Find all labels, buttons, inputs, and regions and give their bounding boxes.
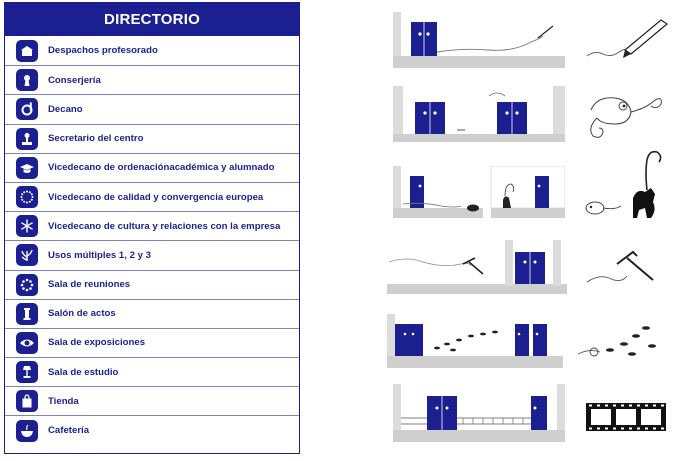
directory-item-label: Conserjería bbox=[48, 74, 101, 86]
directory-item-label: Sala de reuniones bbox=[48, 279, 131, 291]
directory-item-label: Cafetería bbox=[48, 425, 90, 437]
directory-item-cafeteria[interactable] bbox=[5, 415, 299, 444]
directory-item-vicedecano-calidad[interactable] bbox=[5, 182, 299, 211]
column-icon bbox=[16, 303, 38, 325]
directory-item-conserjeria[interactable] bbox=[5, 65, 299, 94]
keyhole-icon bbox=[16, 69, 38, 91]
scene-film-corridor bbox=[393, 384, 565, 442]
directory-item-sala-reuniones[interactable] bbox=[5, 270, 299, 299]
eye-icon bbox=[16, 332, 38, 354]
directory-title: DIRECTORIO bbox=[5, 3, 299, 36]
mouse-cat-sketch bbox=[575, 144, 673, 224]
plant-icon bbox=[16, 244, 38, 266]
directory-item-label: Vicedecano de cultura y relaciones con la empresa bbox=[48, 220, 281, 232]
directory-item-sala-estudio[interactable] bbox=[5, 357, 299, 386]
directory-item-label: Tienda bbox=[48, 395, 79, 407]
directory-item-label: Vicedecano de ordenaciónacadémica y alumnado bbox=[48, 162, 275, 174]
snowflake-icon bbox=[16, 215, 38, 237]
lamp-icon bbox=[16, 361, 38, 383]
scene-chameleon-corridor bbox=[393, 86, 565, 142]
scene-pencil-corridor bbox=[393, 12, 565, 68]
directory-item-despachos[interactable] bbox=[5, 36, 299, 65]
directory-item-label: Decano bbox=[48, 103, 83, 115]
directory-item-label: Vicedecano de calidad y convergencia europea bbox=[48, 191, 264, 203]
directory-item-tienda[interactable] bbox=[5, 386, 299, 415]
stamp-icon bbox=[16, 128, 38, 150]
directory-item-label: Secretario del centro bbox=[48, 133, 144, 145]
office-icon bbox=[16, 40, 38, 62]
pickaxe-sketch bbox=[583, 246, 665, 288]
film-strip-sketch bbox=[585, 402, 667, 432]
circle-dots-icon bbox=[16, 274, 38, 296]
d-letter-icon bbox=[16, 98, 38, 120]
graduation-cap-icon bbox=[16, 157, 38, 179]
eu-stars-icon bbox=[16, 186, 38, 208]
directory-item-label: Sala de exposiciones bbox=[48, 337, 146, 349]
directory-item-secretario[interactable] bbox=[5, 124, 299, 153]
scene-pickaxe-corridor bbox=[387, 240, 567, 294]
directory-item-usos-multiples[interactable] bbox=[5, 240, 299, 269]
directory-item-label: Salón de actos bbox=[48, 308, 116, 320]
directory-item-vicedecano-ordenacion[interactable] bbox=[5, 153, 299, 182]
directory-item-label: Despachos profesorado bbox=[48, 45, 158, 57]
pencil-sketch bbox=[585, 14, 671, 64]
directory-item-salon-actos[interactable] bbox=[5, 299, 299, 328]
chameleon-sketch bbox=[577, 88, 667, 142]
ants-sketch bbox=[576, 320, 666, 366]
directory-list bbox=[5, 36, 299, 445]
directory-item-vicedecano-cultura[interactable] bbox=[5, 211, 299, 240]
scene-mouse-cat-corridor bbox=[393, 166, 565, 218]
directory-item-sala-exposiciones[interactable] bbox=[5, 328, 299, 357]
scene-ants-corridor bbox=[387, 314, 563, 368]
directory-panel bbox=[4, 2, 300, 454]
directory-item-label: Usos múltiples 1, 2 y 3 bbox=[48, 249, 151, 261]
directory-item-label: Sala de estudio bbox=[48, 366, 119, 378]
cup-icon bbox=[16, 420, 38, 442]
directory-item-decano[interactable] bbox=[5, 94, 299, 123]
bag-icon bbox=[16, 390, 38, 412]
